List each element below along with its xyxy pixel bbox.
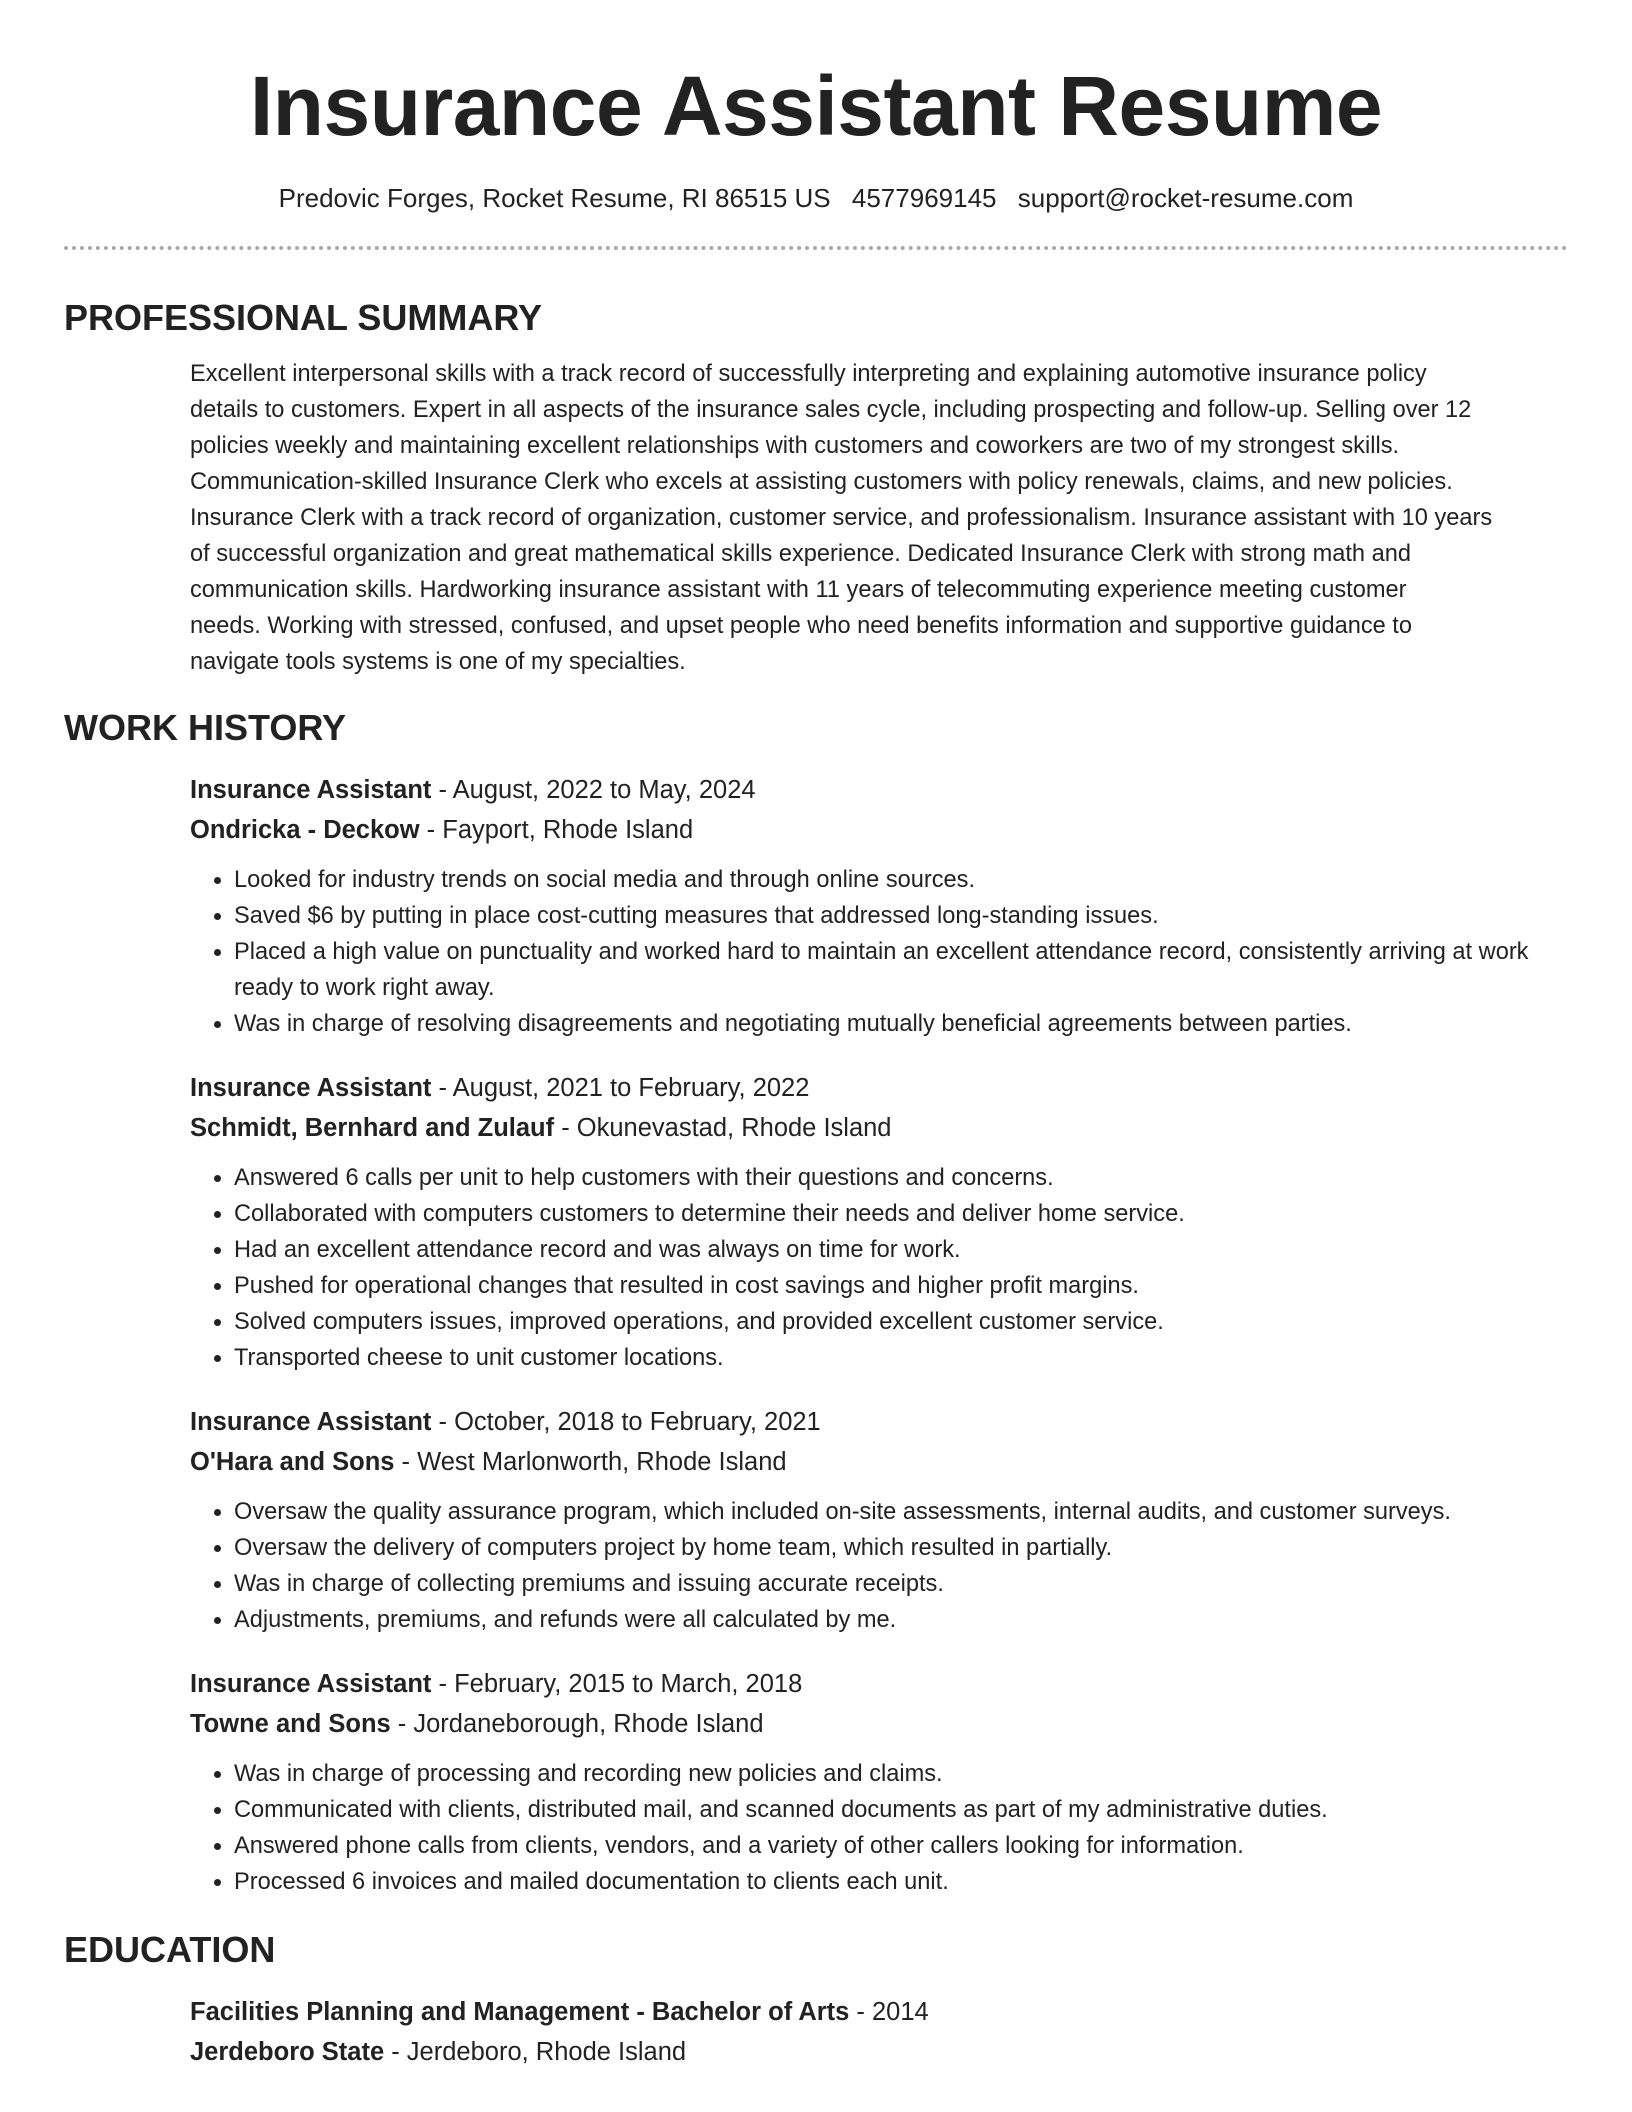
job-position: Insurance Assistant	[190, 1408, 432, 1436]
summary-line: details to customers. Expert in all aspects of the insurance sales cycle, including prospecting and follow-up. Selling over 12	[190, 397, 1472, 423]
education-degree: Facilities Planning and Management - Bachelor of Arts	[190, 1998, 850, 2026]
summary-line: of successful organization and great mathematical skills experience. Dedicated Insurance Clerk with strong math and	[190, 541, 1411, 567]
job-bullets	[190, 1756, 1568, 1900]
job-bullet: • Processed 6 invoices and mailed documentation to clients each unit.	[234, 1864, 1568, 1900]
education-school: Jerdeboro State	[190, 2038, 385, 2066]
job-bullet: • Solved computers issues, improved operations, and provided excellent customer service.	[234, 1304, 1568, 1340]
job-bullets	[190, 1160, 1568, 1376]
job-company-line	[190, 810, 1568, 850]
job-bullet: • Was in charge of collecting premiums and issuing accurate receipts.	[234, 1566, 1568, 1602]
job-location: - Jordaneborough, Rhode Island	[390, 1710, 764, 1738]
job-bullet: • Answered 6 calls per unit to help customers with their questions and concerns.	[234, 1160, 1568, 1196]
job-company: Towne and Sons	[190, 1710, 391, 1738]
contact-phone: 4577969145	[851, 183, 997, 213]
job-dates: - August, 2022 to May, 2024	[431, 776, 756, 804]
summary-line: Excellent interpersonal skills with a track record of successfully interpreting and explaining automotive insurance policy	[190, 361, 1427, 387]
job-title-line	[190, 770, 1568, 810]
job-company: O'Hara and Sons	[190, 1448, 395, 1476]
summary-line: Insurance Clerk with a track record of organization, customer service, and professionalism. Insurance assistant with 10 years	[190, 505, 1493, 531]
job-location: - Fayport, Rhode Island	[419, 816, 694, 844]
job-company: Ondricka - Deckow	[190, 816, 420, 844]
contact-address: Predovic Forges, Rocket Resume, RI 86515 US	[278, 183, 831, 213]
summary-line: needs. Working with stressed, confused, and upset people who need benefits information and supportive guidance to	[190, 613, 1412, 639]
summary-line: communication skills. Hardworking insurance assistant with 11 years of telecommuting experience meeting customer	[190, 577, 1407, 603]
job-location: - Okunevastad, Rhode Island	[554, 1114, 892, 1142]
summary-text	[64, 356, 1568, 680]
job-entry	[190, 1402, 1568, 1638]
job-location: - West Marlonworth, Rhode Island	[394, 1448, 787, 1476]
job-bullet: • Answered phone calls from clients, vendors, and a variety of other callers looking for information.	[234, 1828, 1568, 1864]
job-bullet: • Oversaw the quality assurance program, which included on-site assessments, internal audits, and customer surveys.	[234, 1494, 1568, 1530]
job-bullet: • Adjustments, premiums, and refunds were all calculated by me.	[234, 1602, 1568, 1638]
job-bullet: • Oversaw the delivery of computers project by home team, which resulted in partially.	[234, 1530, 1568, 1566]
job-entry	[190, 1068, 1568, 1376]
education-heading: EDUCATION	[64, 1929, 276, 1970]
job-entry	[190, 1664, 1568, 1900]
summary-heading: PROFESSIONAL SUMMARY	[64, 297, 543, 338]
job-position: Insurance Assistant	[190, 1670, 432, 1698]
job-dates: - February, 2015 to March, 2018	[431, 1670, 803, 1698]
job-bullets	[190, 862, 1568, 1042]
resume-title: Insurance Assistant Resume	[249, 59, 1383, 153]
work-history-heading: WORK HISTORY	[64, 707, 347, 748]
job-bullet: • Was in charge of resolving disagreements and negotiating mutually beneficial agreements between parties.	[234, 1006, 1568, 1042]
job-bullet: • Placed a high value on punctuality and worked hard to maintain an excellent attendance record, consistently arriving at work ready to work right away.	[234, 934, 1568, 1006]
job-bullet: • Transported cheese to unit customer locations.	[234, 1340, 1568, 1376]
header-divider	[64, 246, 1568, 250]
job-bullet: • Pushed for operational changes that resulted in cost savings and higher profit margins.	[234, 1268, 1568, 1304]
job-bullet: • Communicated with clients, distributed mail, and scanned documents as part of my administrative duties.	[234, 1792, 1568, 1828]
job-bullet: • Saved $6 by putting in place cost-cutting measures that addressed long-standing issues.	[234, 898, 1568, 934]
education-year: - 2014	[849, 1998, 929, 2026]
job-bullet: • Looked for industry trends on social media and through online sources.	[234, 862, 1568, 898]
work-history-list	[64, 770, 1568, 1900]
contact-email: support@rocket-resume.com	[1017, 183, 1354, 213]
job-title-line	[190, 1664, 1568, 1704]
education-school-line	[190, 2032, 1568, 2072]
job-bullets	[190, 1494, 1568, 1638]
job-bullet: • Was in charge of processing and recording new policies and claims.	[234, 1756, 1568, 1792]
job-position: Insurance Assistant	[190, 776, 432, 804]
summary-line: navigate tools systems is one of my specialties.	[190, 649, 686, 675]
job-bullet: • Collaborated with computers customers to determine their needs and deliver home service.	[234, 1196, 1568, 1232]
job-title-line	[190, 1068, 1568, 1108]
job-entry	[190, 770, 1568, 1042]
education-degree-line	[190, 1992, 1568, 2032]
job-bullet: • Had an excellent attendance record and was always on time for work.	[234, 1232, 1568, 1268]
summary-line: policies weekly and maintaining excellent relationships with customers and coworkers are two of my strongest skills.	[190, 433, 1400, 459]
education-list	[64, 1992, 1568, 2072]
contact-line	[64, 182, 1568, 214]
education-entry	[190, 1992, 1568, 2072]
job-title-line	[190, 1402, 1568, 1442]
job-dates: - October, 2018 to February, 2021	[431, 1408, 821, 1436]
job-position: Insurance Assistant	[190, 1074, 432, 1102]
summary-line: Communication-skilled Insurance Clerk who excels at assisting customers with policy renewals, claims, and new policies.	[190, 469, 1453, 495]
job-company-line	[190, 1108, 1568, 1148]
job-company-line	[190, 1704, 1568, 1744]
education-location: - Jerdeboro, Rhode Island	[384, 2038, 687, 2066]
job-company-line	[190, 1442, 1568, 1482]
job-dates: - August, 2021 to February, 2022	[431, 1074, 810, 1102]
job-company: Schmidt, Bernhard and Zulauf	[190, 1114, 555, 1142]
